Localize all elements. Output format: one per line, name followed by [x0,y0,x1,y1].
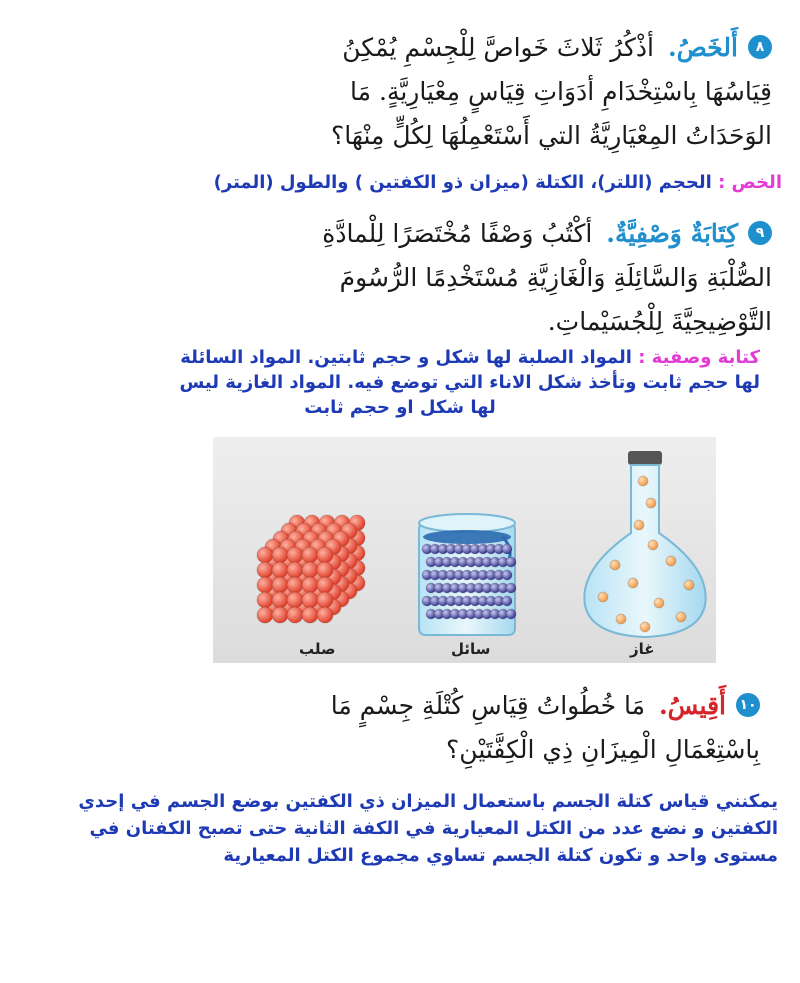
question-number-badge: ٨ [748,35,772,59]
question-number-badge: ١٠ [736,693,760,717]
particle [317,547,333,563]
question-8 [12,26,772,158]
particle [257,577,273,593]
particle [317,562,333,578]
answer-9-line-1: كتابة وصفية : المواد الصلبة لها شكل و حجم ثابتين. المواد السائلة [180,347,760,368]
particle [287,577,303,593]
states-of-matter-illustration [213,437,716,663]
particle [257,592,273,608]
particle [506,557,516,567]
question-9-line-1: ٩كِتَابَةٌ وَصْفِيَّةٌ. أكْتُبُ وَصْفًا مُخْتَصَرًا لِلْمادَّةِ [12,212,772,256]
question-10-line-2: بِاسْتِعْمَالِ الْمِيزَانِ ذِي الْكِفَّتَيْنِ؟ [446,735,760,764]
question-8-label: أَلخَصُ. [667,33,738,62]
question-8-line-1: ٨أَلخَصُ. أذْكُرُ ثَلاثَ خَواصَّ لِلْجِسْمِ يُمْكِنُ [12,26,772,70]
particle [502,570,512,580]
answer-9-line-2: لها حجم ثابت وتأخذ شكل الاناء التي توضع فيه. المواد الغازية ليس [179,372,760,393]
question-9-line-2: الصُّلْبَةِ وَالسَّائِلَةِ وَالْغَازِيَّةِ مُسْتَخْدِمًا الرُّسُومَ [339,263,772,292]
particle [302,547,318,563]
question-8-line-3: الوَحَدَاتُ المِعْيَارِيَّةُ التي أَسْتَعْمِلُهَا لِكُلٍّ مِنْهَا؟ [331,121,772,150]
particle [287,607,303,623]
question-10-line-1: ١٠أَقِيسُ. مَا خُطُواتُ قِيَاسِ كُتْلَةِ جِسْمٍ مَا [20,684,760,728]
particle [634,520,644,530]
particle [502,544,512,554]
particle [676,612,686,622]
answer-9-line-3: لها شكل او حجم ثابت [304,397,496,418]
answer-8 [2,170,782,195]
particle [598,592,608,602]
solid-particles [257,515,365,623]
question-9 [12,212,772,344]
particle [616,614,626,624]
gas-label: غاز [630,640,655,658]
answer-8-text: الحجم (اللتر)، الكتلة (ميزان ذو الكفتين ) والطول (المتر) [213,172,712,193]
liquid-beaker [419,514,516,635]
particle [272,592,288,608]
particle [287,547,303,563]
particle [302,592,318,608]
particle [506,609,516,619]
answer-10-line-3: مستوى واحد و تكون كتلة الجسم تساوي مجموع الكتل المعيارية [223,845,778,866]
question-9-label: كِتَابَةٌ وَصْفِيَّةٌ. [606,219,738,248]
particle [628,578,638,588]
particle [302,607,318,623]
answer-10-line-2: الكفتين و نضع عدد من الكتل المعيارية في الكفة الثانية حتى تصبح الكفتان في [89,818,778,839]
gas-flask [584,451,705,637]
particle [272,577,288,593]
answer-8-label: الخص : [718,172,782,193]
particle [654,598,664,608]
particle [638,476,648,486]
particle [257,607,273,623]
question-9-line-3: التَّوْضِيحِيَّةَ لِلْجُسَيْماتِ. [547,307,772,336]
particle [666,556,676,566]
particle [506,583,516,593]
particles-diagram [213,437,716,663]
particle [287,592,303,608]
particle [317,592,333,608]
liquid-label: سائل [451,640,491,658]
particle [272,607,288,623]
particle [646,498,656,508]
particle [302,562,318,578]
particle [272,562,288,578]
particle [502,596,512,606]
particle [684,580,694,590]
particle [317,577,333,593]
particle [640,622,650,632]
particle [317,607,333,623]
answer-10 [18,788,778,869]
particle [610,560,620,570]
particle [302,577,318,593]
answer-9 [40,345,760,420]
particle [272,547,288,563]
particle [287,562,303,578]
question-10 [20,684,760,772]
question-8-line-2: قِيَاسُهَا بِاسْتِخْدَامِ أدَوَاتِ قِيَاسٍ مِعْيَارِيَّةٍ. مَا [350,77,772,106]
answer-10-line-1: يمكنني قياس كتلة الجسم باستعمال الميزان ذي الكفتين بوضع الجسم في إحدي [78,791,778,812]
particle [257,547,273,563]
solid-label: صلب [299,640,336,658]
particle [257,562,273,578]
particle [648,540,658,550]
question-number-badge: ٩ [748,221,772,245]
question-10-label: أَقِيسُ. [658,691,726,720]
